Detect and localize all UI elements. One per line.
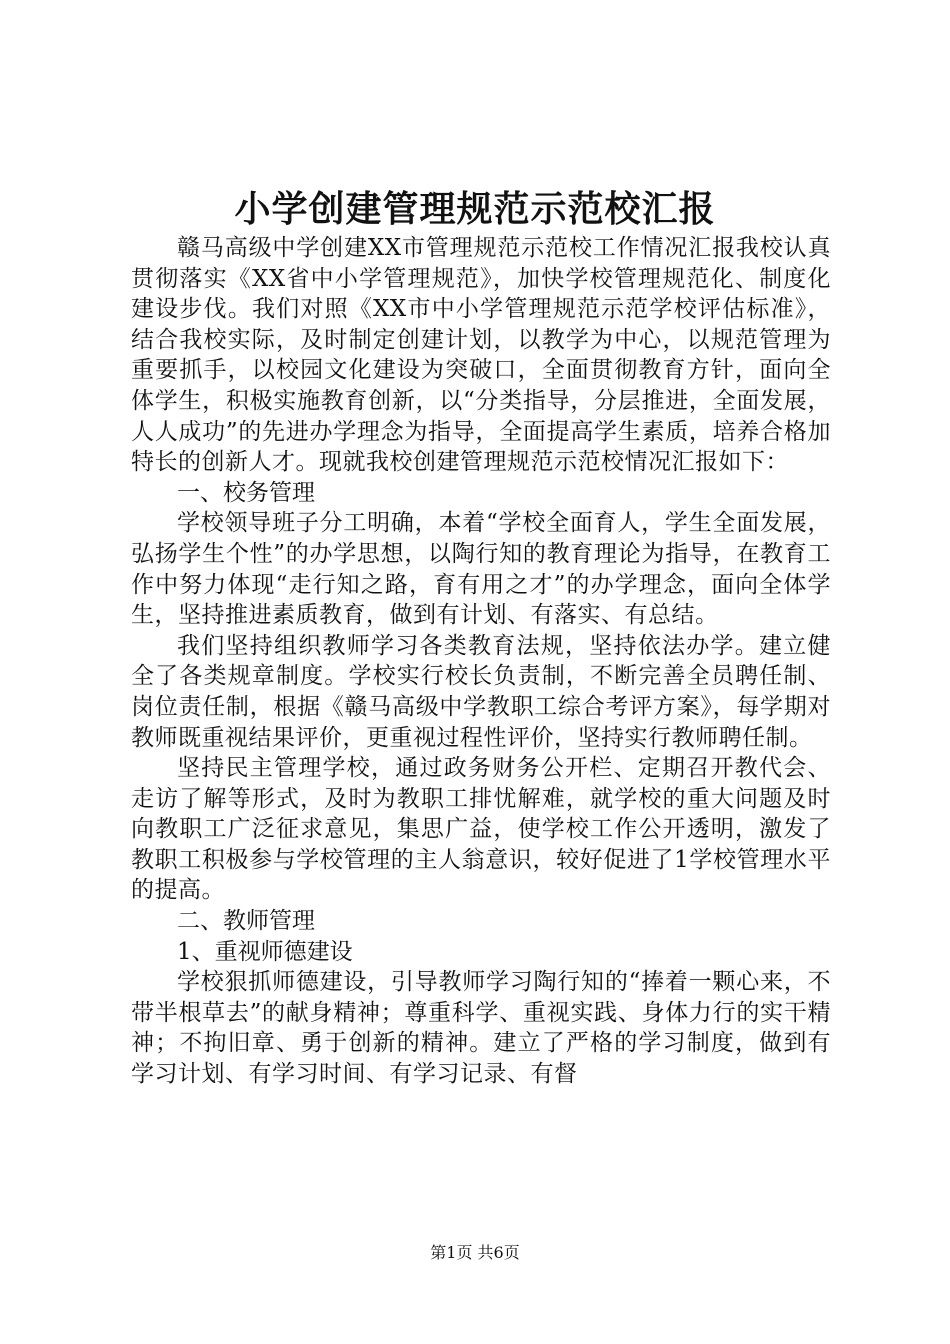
- section-heading-teacher-management: 二、教师管理: [177, 908, 315, 935]
- paragraph-leadership: 学校领导班子分工明确，本着“学校全面育人，学生全面发展，弘扬学生个性”的办学思想，以陶行知的教育理论为指导，在教育工作中努力体现“走行知之路，育有用之才”的办学理念，面向全体学生，坚持推进素质教育，做到有计划、有落实、有总结。: [131, 510, 831, 629]
- paragraph-democratic-management: 坚持民主管理学校，通过政务财务公开栏、定期召开教代会、走访了解等形式，及时为教职工排忧解难，就学校的重大问题及时向教职工广泛征求意见，集思广益，使学校工作公开透明，激发了教职工积极参与学校管理的主人翁意识，较好促进了1学校管理水平的提高。: [131, 755, 831, 904]
- paragraph-ethics: 学校狠抓师德建设，引导教师学习陶行知的“捧着一颗心来，不带半根草去”的献身精神；尊重科学、重视实践、身体力行的实干精神；不拘旧章、勇于创新的精神。建立了严格的学习制度，做到有学习计划、有学习时间、有学习记录、有督: [131, 969, 831, 1088]
- paragraph-intro: 赣马高级中学创建XX市管理规范示范校工作情况汇报我校认真贯彻落实《XX省中小学管理规范》，加快学校管理规范化、制度化建设步伐。我们对照《XX市中小学管理规范示范学校评估标准》，结合我校实际，及时制定创建计划，以教学为中心，以规范管理为重要抓手，以校园文化建设为突破口，全面贯彻教育方针，面向全体学生，积极实施教育创新，以“分类指导，分层推进，全面发展，人人成功”的先进办学理念为指导，全面提高学生素质，培养合格加特长的创新人才。现就我校创建管理规范示范校情况汇报如下：: [131, 235, 831, 476]
- document-body: [131, 233, 831, 1090]
- section-heading-school-affairs: 一、校务管理: [177, 479, 315, 506]
- page-number-footer: 第1页 共6页: [430, 1243, 520, 1262]
- subsection-heading-ethics: 1、重视师德建设: [177, 938, 353, 965]
- document-title: 小学创建管理规范示范校汇报: [234, 188, 716, 230]
- paragraph-regulations: 我们坚持组织教师学习各类教育法规，坚持依法办学。建立健全了各类规章制度。学校实行校长负责制，不断完善全员聘任制、岗位责任制，根据《赣马高级中学教职工综合考评方案》，每学期对教师既重视结果评价，更重视过程性评价，坚持实行教师聘任制。: [131, 632, 831, 751]
